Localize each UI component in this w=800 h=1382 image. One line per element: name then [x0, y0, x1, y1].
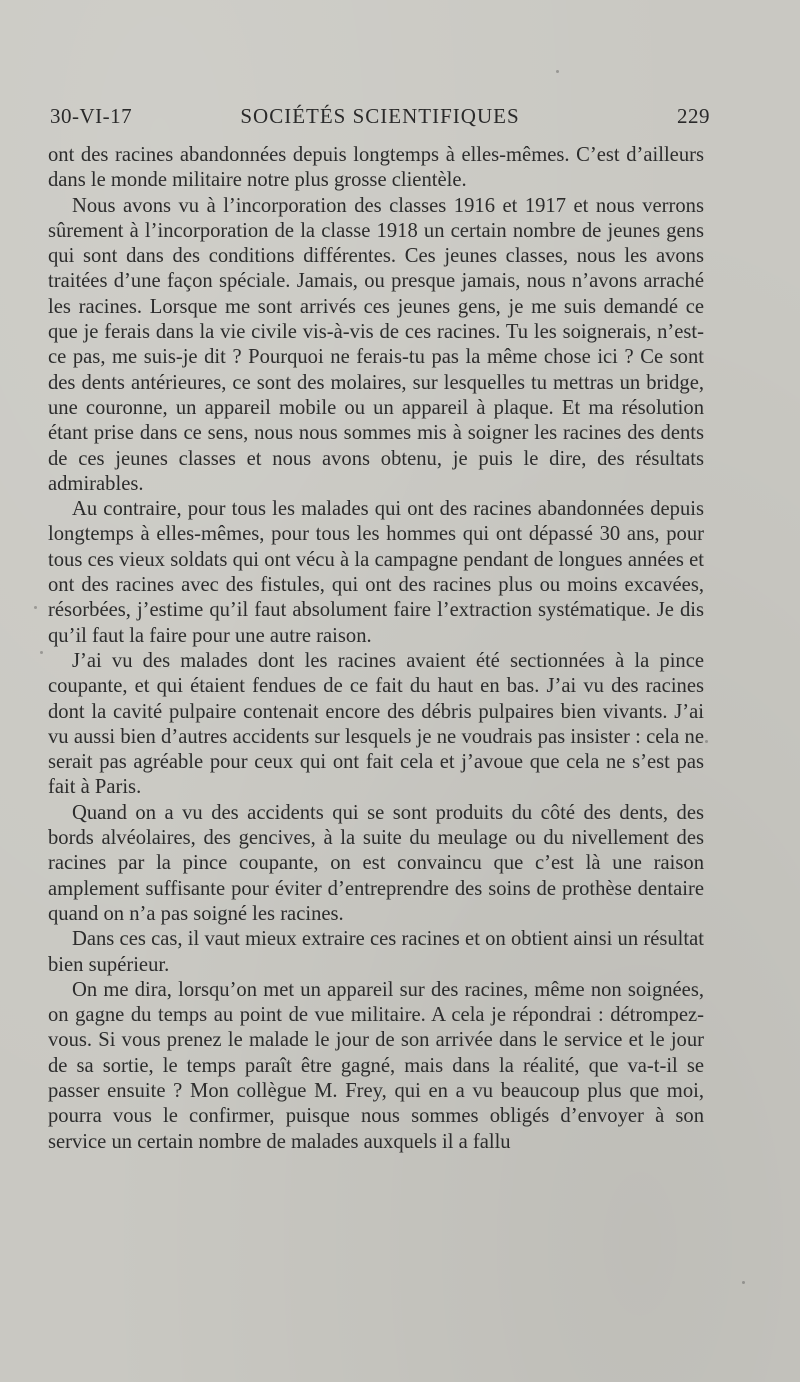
paper-speck [34, 606, 37, 609]
paragraph: On me dira, lorsqu’on met un appareil sur des racines, même non soignées, on gagne du temps au point de vue militaire. A cela je répondrai : détrompez-vous. Si vous prenez le malade le jour de son arrivée dans le service et le jour de sa sortie, le temps paraît être gagné, mais dans la réalité, que va-t-il se passer ensuite ? Mon collègue M. Frey, qui en a vu beaucoup plus que moi, pourra vous le confirmer, puisque nous sommes obligés d’envoyer à son service un certain nombre de malades auxquels il a fallu [48, 978, 704, 1153]
paper-speck [556, 70, 559, 73]
header-date: 30-VI-17 [50, 104, 133, 128]
body-text [48, 143, 704, 1155]
paragraph: J’ai vu des malades dont les racines avaient été sectionnées à la pince coupante, et qui étaient fendues de ce fait du haut en bas. J’ai vu des racines dont la cavité pulpaire contenait encore des débris pulpaires bien vivants. J’ai vu aussi bien d’autres accidents sur lesquels je ne voudrais pas insister : cela ne serait pas agréable pour ceux qui ont fait cela et j’avoue que cela ne s’est pas fait à Paris. [48, 649, 704, 799]
page-number: 229 [677, 104, 710, 128]
paper-speck [742, 1281, 745, 1284]
paragraph: Dans ces cas, il vaut mieux extraire ces racines et on obtient ainsi un résultat bien supérieur. [48, 928, 704, 976]
paragraph: Au contraire, pour tous les malades qui ont des racines abandonnées depuis longtemps à elles-mêmes, pour tous les hommes qui ont dépassé 30 ans, pour tous ces vieux soldats qui ont vécu à la campagne pendant de longues années et ont des racines avec des fistules, qui ont des racines plus ou moins excavées, résorbées, j’estime qu’il faut absolument faire l’extraction systématique. Je dis qu’il faut la faire pour une autre raison. [48, 498, 704, 647]
paragraph: Nous avons vu à l’incorporation des classes 1916 et 1917 et nous verrons sûrement à l’incorporation de la classe 1918 un certain nombre de jeunes gens qui sont dans des conditions différentes. Ces jeunes classes, nous les avons traitées d’une façon spéciale. Jamais, ou presque jamais, nous n’avons arraché les racines. Lorsque me sont arrivés ces jeunes gens, je me suis demandé ce que je ferais dans la vie civile vis-à-vis de ces racines. Tu les soignerais, n’est-ce pas, me suis-je dit ? Pourquoi ne ferais-tu pas la même chose ici ? Ce sont des dents antérieures, ce sont des molaires, sur lesquelles tu mettras un bridge, une couronne, un appareil mobile ou un appareil à plaque. Et ma résolution étant prise dans ce sens, nous nous sommes mis à soigner les racines des dents de ces jeunes classes et nous avons obtenu, je puis le dire, des résultats admirables. [48, 194, 704, 495]
header-title: SOCIÉTÉS SCIENTIFIQUES [240, 104, 520, 128]
paragraph-continued: ont des racines abandonnées depuis longtemps à elles-mêmes. C’est d’ailleurs dans le monde militaire notre plus grosse clientèle. [48, 144, 704, 192]
paragraph: Quand on a vu des accidents qui se sont produits du côté des dents, des bords alvéolaires, des gencives, à la suite du meulage ou du nivellement des racines par la pince coupante, on est convaincu que c’est là une raison amplement suffisante pour éviter d’entreprendre des soins de prothèse dentaire quand on n’a pas soigné les racines. [48, 801, 704, 925]
paper-speck [40, 651, 43, 654]
paper-speck [705, 740, 708, 743]
running-head [50, 104, 710, 136]
